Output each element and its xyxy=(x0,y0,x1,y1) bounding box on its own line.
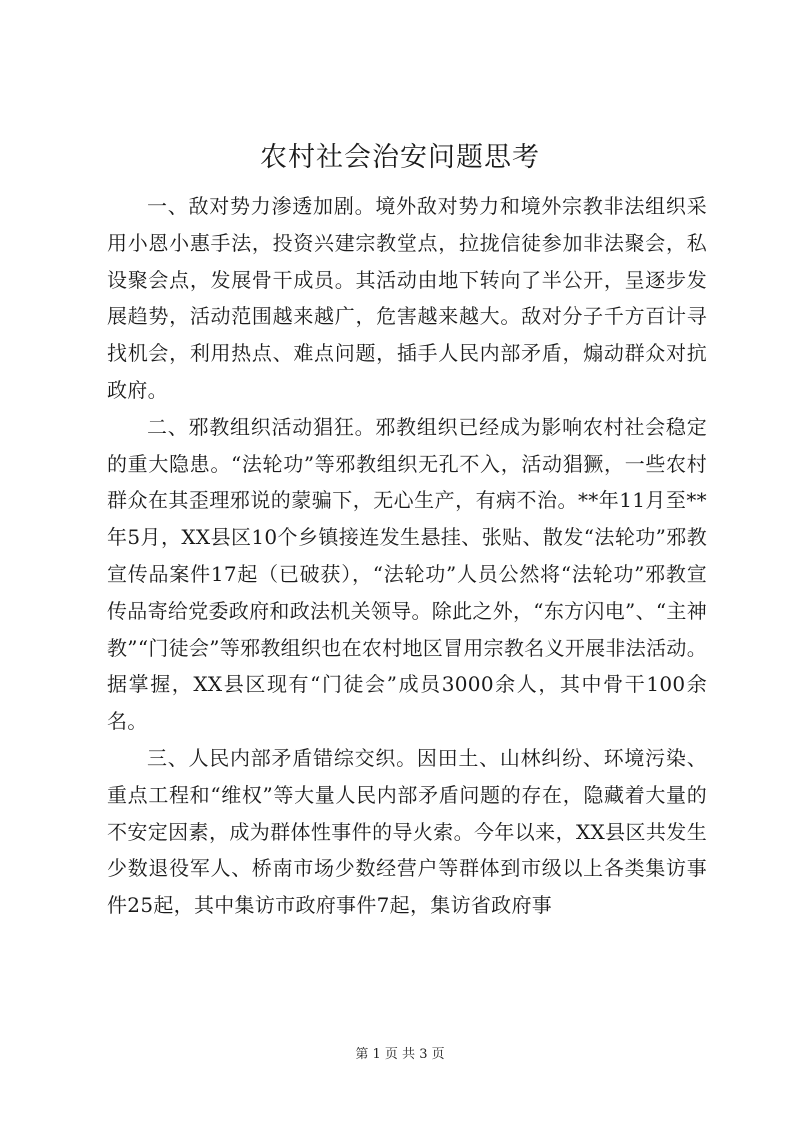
document-body xyxy=(107,188,707,924)
paragraph-3: 三、人民内部矛盾错综交织。因田土、山林纠纷、环境污染、重点工程和“维权”等大量人民内部矛盾问题的存在，隐藏着大量的不安定因素，成为群体性事件的导火索。今年以来，XX县区共发生少数退役军人、桥南市场少数经营户等群体到市级以上各类集访事件25起，其中集访市政府事件7起，集访省政府事 xyxy=(107,745,707,918)
document-title: 农村社会治安问题思考 xyxy=(260,142,540,173)
paragraph-2: 二、邪教组织活动猖狂。邪教组织已经成为影响农村社会稳定的重大隐患。“法轮功”等邪教组织无孔不入，活动猖獗，一些农村群众在其歪理邪说的蒙骗下，无心生产，有病不治。**年11月至**年5月，XX县区10个乡镇接连发生悬挂、张贴、散发“法轮功”邪教宣传品案件17起（已破获），“法轮功”人员公然将“法轮功”邪教宣传品寄给党委政府和政法机关领导。除此之外，“东方闪电”、“主神教”“门徒会”等邪教组织也在农村地区冒用宗教名义开展非法活动。据掌握，XX县区现有“门徒会”成员3000余人，其中骨干100余名。 xyxy=(107,414,707,734)
page-footer: 第 1 页 共 3 页 xyxy=(355,1047,445,1062)
paragraph-1: 一、敌对势力渗透加剧。境外敌对势力和境外宗教非法组织采用小恩小惠手法，投资兴建宗教堂点，拉拢信徒参加非法聚会，私设聚会点，发展骨干成员。其活动由地下转向了半公开，呈逐步发展趋势，活动范围越来越广，危害越来越大。敌对分子千方百计寻找机会，利用热点、难点问题，插手人民内部矛盾，煽动群众对抗政府。 xyxy=(107,194,707,402)
